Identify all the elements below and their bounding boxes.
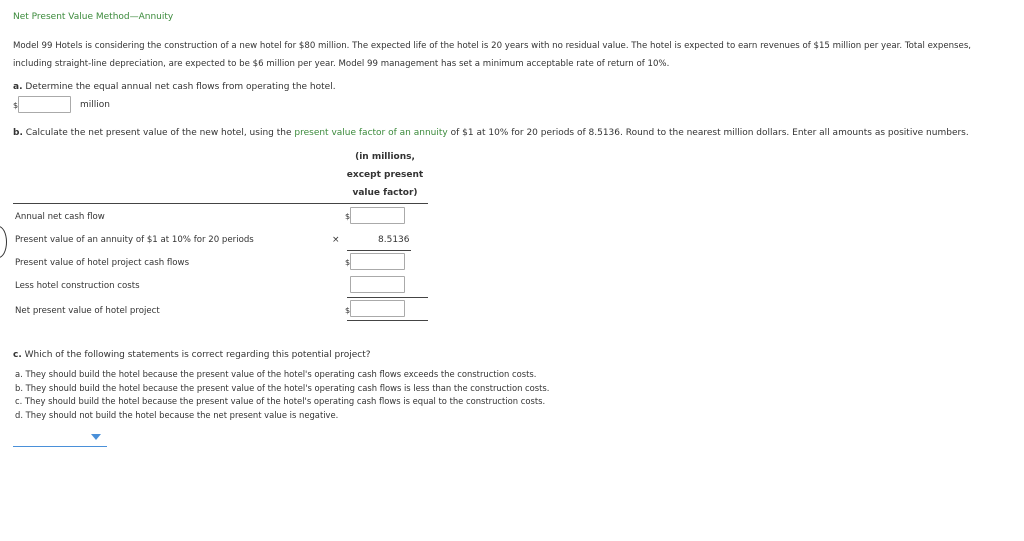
part-b-text-post: of $1 at 10% for 20 periods of 8.5136. Round to the nearest million dollars. Enter all amounts as positive numbers. bbox=[450, 128, 969, 138]
problem-statement: Model 99 Hotels is considering the construction of a new hotel for $80 million. The expected life of the hotel is 20 years with no residual value. The hotel is expected to earn revenues of $15 million per year. Total expenses, including straight-line depreciation, are expected to be $6 million per year. Model 99 management has set a minimum acceptable rate of return of 10%. bbox=[13, 41, 972, 69]
part-a-unit: million bbox=[80, 100, 110, 110]
row-4-rule bbox=[347, 297, 428, 298]
column-header-line-1: (in millions, bbox=[355, 152, 415, 162]
part-b-question bbox=[13, 128, 969, 138]
part-c-options bbox=[15, 368, 549, 423]
npv-input[interactable] bbox=[350, 300, 405, 317]
pv-cash-flows-input[interactable] bbox=[350, 253, 405, 270]
part-b-label: b. bbox=[13, 128, 23, 138]
row-annual-net-cash-flow-label: Annual net cash flow bbox=[15, 212, 105, 222]
column-header-line-2: except present bbox=[346, 170, 424, 180]
row-5-prefix: $ bbox=[345, 306, 351, 315]
part-c-label: c. bbox=[13, 350, 22, 360]
option-b: b. They should build the hotel because the present value of the hotel's operating cash flows is less than the construction costs. bbox=[15, 382, 550, 393]
option-c: c. They should build the hotel because the present value of the hotel's operating cash flows is equal to the construction costs. bbox=[15, 396, 546, 407]
row-npv-label: Net present value of hotel project bbox=[15, 306, 160, 316]
annual-net-cash-flow-input[interactable] bbox=[18, 96, 71, 113]
header-rule bbox=[13, 203, 428, 204]
annual-net-cash-flow-table-input[interactable] bbox=[350, 207, 405, 224]
row-construction-costs-label: Less hotel construction costs bbox=[15, 281, 140, 291]
part-a-label: a. bbox=[13, 82, 23, 92]
row-1-prefix: $ bbox=[345, 212, 351, 221]
column-header-line-3: value factor) bbox=[352, 188, 418, 198]
pv-annuity-link[interactable]: present value factor of an annuity bbox=[294, 128, 448, 138]
row-2-prefix: × bbox=[332, 235, 340, 245]
page-title: Net Present Value Method—Annuity bbox=[13, 12, 174, 22]
part-a-currency: $ bbox=[13, 101, 19, 110]
column-header bbox=[340, 148, 430, 202]
option-d: d. They should not build the hotel because the net present value is negative. bbox=[15, 410, 339, 421]
part-c-question bbox=[13, 350, 371, 360]
row-3-prefix: $ bbox=[345, 258, 351, 267]
part-c-text: Which of the following statements is correct regarding this potential project? bbox=[24, 350, 371, 360]
left-bracket-decoration bbox=[0, 226, 7, 258]
row-2-rule bbox=[347, 250, 411, 251]
chevron-down-icon[interactable] bbox=[91, 434, 101, 440]
pv-factor-value: 8.5136 bbox=[378, 235, 410, 245]
row-pv-factor-label: Present value of an annuity of $1 at 10% for 20 periods bbox=[15, 235, 254, 245]
construction-costs-input[interactable] bbox=[350, 276, 405, 293]
part-b-text-pre: Calculate the net present value of the new hotel, using the bbox=[25, 128, 292, 138]
row-pv-cash-flows-label: Present value of hotel project cash flows bbox=[15, 258, 190, 268]
part-a-question bbox=[13, 82, 336, 92]
option-a: a. They should build the hotel because the present value of the hotel's operating cash flows exceeds the construction costs. bbox=[15, 369, 537, 379]
part-a-text: Determine the equal annual net cash flows from operating the hotel. bbox=[25, 82, 336, 92]
row-5-rule bbox=[347, 320, 428, 321]
answer-select-underline bbox=[13, 446, 107, 447]
